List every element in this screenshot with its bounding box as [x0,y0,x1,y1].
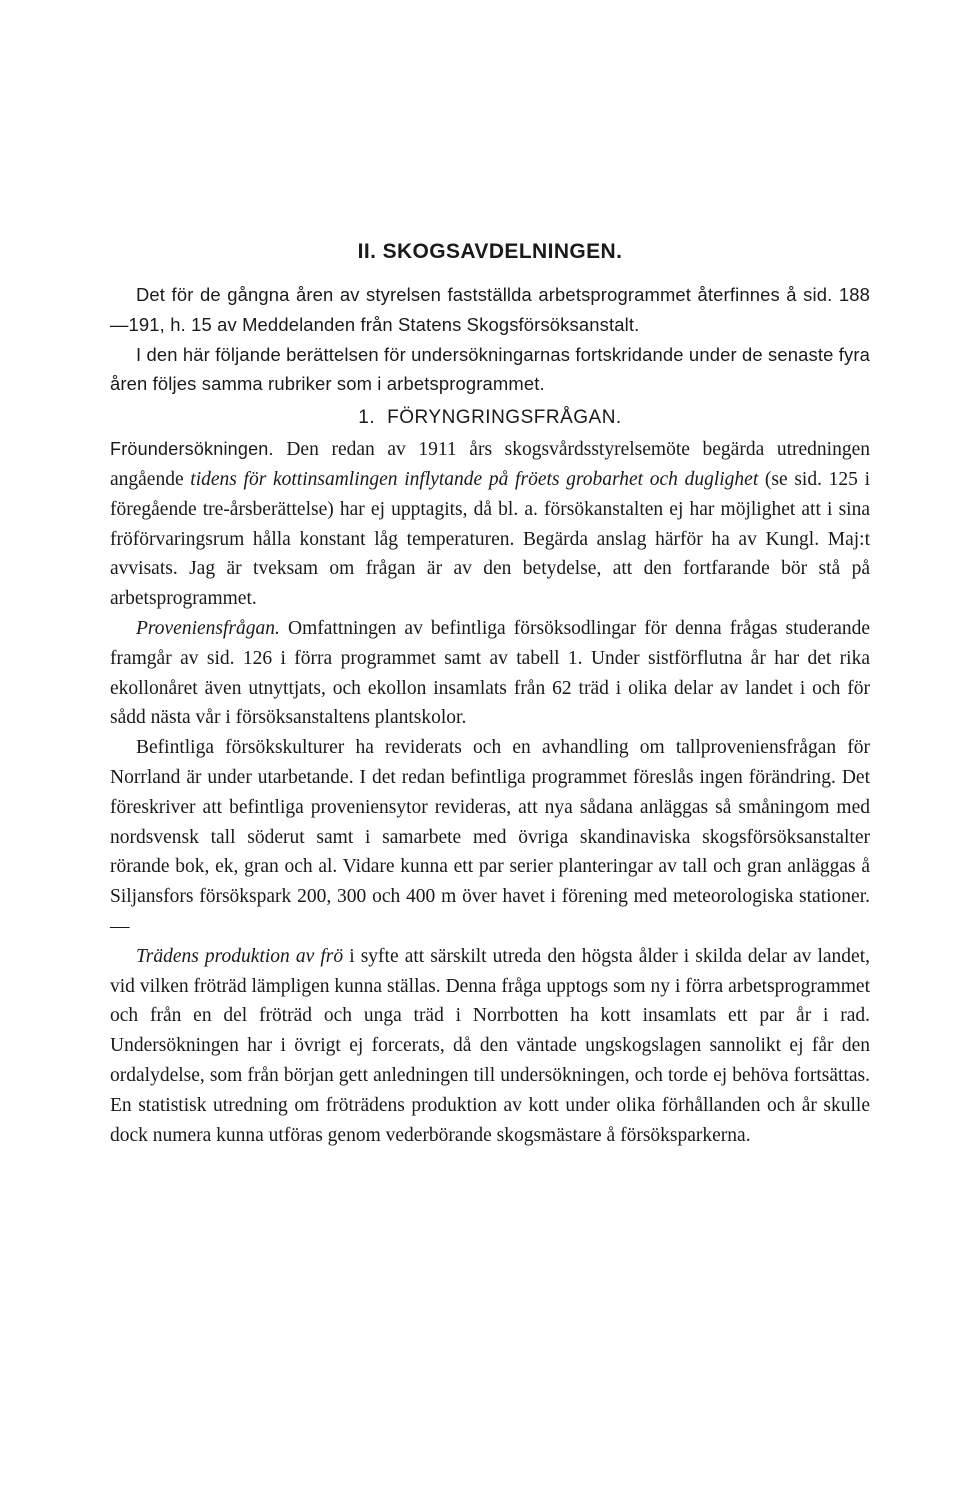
paragraph-froundersokningen [110,435,870,614]
subsection-heading [110,403,870,433]
paragraph-befintliga [110,733,870,942]
paragraph-text: Omfattningen av befintliga försöksodlingar för denna frågas studerande framgår av sid. 126 i förra programmet samt av tabell 1. Under sistförflutna år har det rika ekollonåret även utnyttjats, och ekollon insamlats från 62 träd i olika delar av landet i och för sådd nästa vår i försöksanstaltens plantskolor. [110,617,870,729]
section-title: II. SKOGSAVDELNINGEN. [357,240,623,263]
document-page [110,240,870,1150]
paragraph-tradens [110,942,870,1151]
intro-paragraph-2: I den här följande berättelsen för undersökningarnas fortskridande under de senaste fyra åren följes samma rubriker som i arbetsprogrammet. [110,343,870,395]
paragraph-lead-tradens: Trädens produktion av frö [136,945,344,967]
paragraph-lead-provenienssfragan: Proveniensfrågan. [136,617,280,639]
paragraph-text: Befintliga försökskulturer ha reviderats och en avhandling om tallproveniensfrågan för Norrland är under utarbetande. I det redan befintliga programmet föreslås ingen förändring. Det föreskriver att befintliga proveniensytor revideras, att nya sådana anläggas så småningom med nordsvensk tall söderut samt i samarbete med övriga skandinaviska skogsförsöksanstalter rörande bok, ek, gran och al. Vidare kunna ett par serier planteringar av tall och gran anläggas å Siljansfors försökspark 200, 300 och 400 m över havet i förening med meteorologiska stationer. — [110,737,870,937]
subsection-title: FÖRYNGRINGSFRÅGAN. [387,407,622,429]
paragraph-text: Den redan av 1911 års skogsvårdsstyrelsemöte begärda utredningen angående [110,439,870,490]
italic-phrase: tidens för kottinsamlingen inflytande på fröets grobarhet och duglighet [190,468,759,490]
paragraph-provenienssfragan [110,614,870,733]
subsection-number: 1. [358,407,376,429]
intro-paragraph-1: Det för de gångna åren av styrelsen fastställda arbetsprogrammet återfinnes å sid. 188—191, h. 15 av Meddelanden från Statens Skogsförsöksanstalt. [110,284,870,335]
paragraph-text: i syfte att särskilt utreda den högsta ålder i skilda delar av landet, vid vilken fröträd lämpligen kunna ställas. Denna fråga upptogs som ny i förra arbetsprogrammet och från en del fröträd och unga träd i Norrbotten ha kott insamlats ett par år i rad. Undersökningen har i övrigt ej forcerats, då den väntade ungskogslagen sannolikt ej får den ordalydelse, som från början gett anledningen till undersökningen, och torde ej behöva fortsättas. En statistisk utredning om fröträdens produktion av kott under olika förhållanden och år skulle dock numera kunna utföras genom vederbörande skogsmästare å försöksparkerna. [110,945,870,1146]
paragraph-text: (se sid. 125 i föregående tre-årsberättelse) har ej upptagits, då bl. a. försökanstalten ej har möjlighet att i sina fröförvaringsrum hålla konstant låg temperaturen. Begärda anslag härför ha av Kungl. Maj:t avvisats. Jag är tveksam om frågan är av den betydelse, att den fortfarande bör stå på arbetsprogrammet. [110,468,870,610]
paragraph-lead-froundersokningen: Fröundersökningen. [110,439,274,460]
